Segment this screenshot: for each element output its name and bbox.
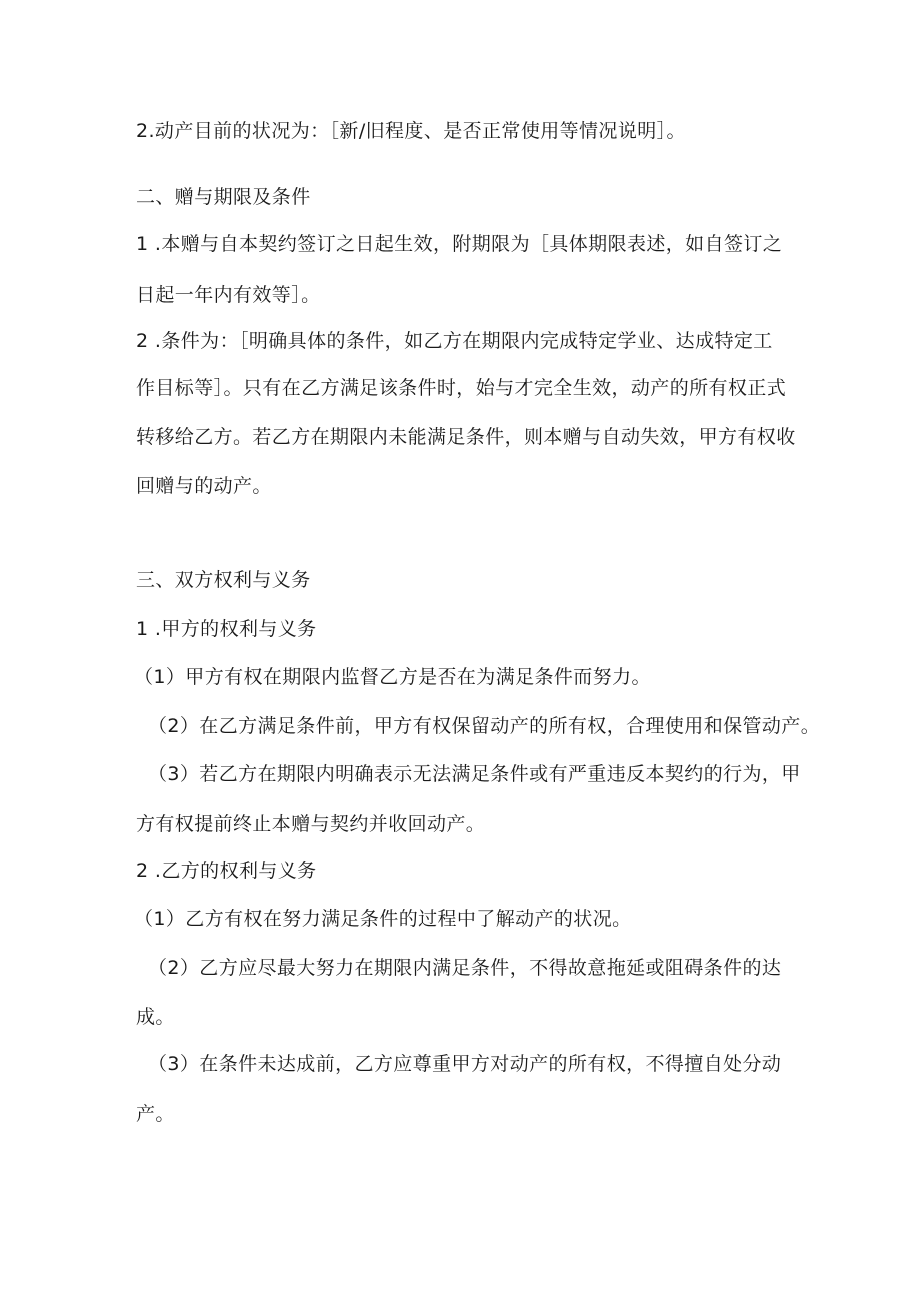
party-a-item-2: （2）在乙方满足条件前，甲方有权保留动产的所有权，合理使用和保管动产。 — [148, 715, 821, 737]
party-a-item-3-line-2: 方有权提前终止本赠与契约并收回动产。 — [136, 813, 486, 835]
party-b-item-3-line-2: 产。 — [136, 1103, 175, 1125]
party-a-item-3-line-1: （3）若乙方在期限内明确表示无法满足条件或有严重违反本契约的行为，甲 — [148, 763, 801, 785]
condition-clause-line-2: 作目标等］。只有在乙方满足该条件时，始与才完全生效，动产的所有权正式 — [136, 377, 787, 399]
condition-clause-line-3: 转移给乙方。若乙方在期限内未能满足条件，则本赠与自动失效，甲方有权收 — [136, 426, 796, 448]
party-b-item-1: （1）乙方有权在努力满足条件的过程中了解动产的状况。 — [134, 908, 632, 930]
party-a-title: 1 .甲方的权利与义务 — [136, 618, 317, 640]
status-clause: 2.动产目前的状况为：［新/旧程度、是否正常使用等情况说明］。 — [136, 120, 686, 142]
condition-clause-line-1: 2 .条件为：［明确具体的条件，如乙方在期限内完成特定学业、达成特定工 — [136, 330, 773, 352]
party-b-item-3-line-1: （3）在条件未达成前，乙方应尊重甲方对动产的所有权，不得擅自处分动 — [148, 1053, 782, 1075]
party-b-item-2-line-2: 成。 — [136, 1006, 175, 1028]
party-b-title: 2 .乙方的权利与义务 — [136, 860, 317, 882]
party-a-item-1: （1）甲方有权在期限内监督乙方是否在为满足条件而努力。 — [134, 666, 651, 688]
party-b-item-2-line-1: （2）乙方应尽最大努力在期限内满足条件，不得故意拖延或阻碍条件的达 — [148, 957, 782, 979]
section-2-heading: 二、赠与期限及条件 — [136, 186, 311, 208]
term-clause-line-1: 1 .本赠与自本契约签订之日起生效，附期限为［具体期限表述，如自签订之 — [136, 233, 783, 255]
section-3-heading: 三、双方权利与义务 — [136, 569, 311, 591]
term-clause-line-2: 日起一年内有效等］。 — [136, 284, 321, 306]
condition-clause-line-4: 回赠与的动产。 — [136, 475, 272, 497]
